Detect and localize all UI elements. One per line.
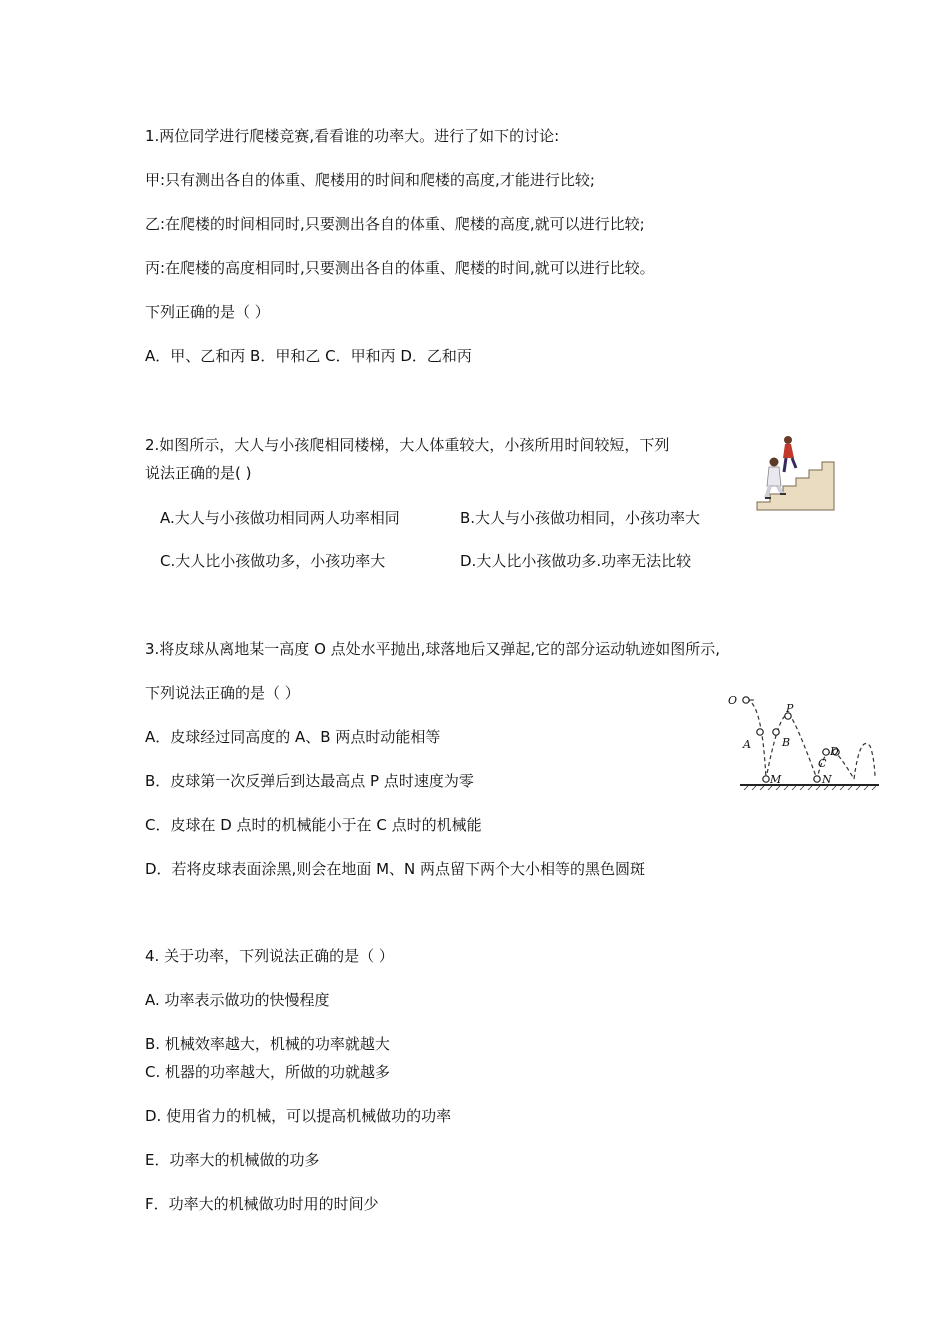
q1-ask: 下列正确的是（ ）	[145, 303, 270, 321]
q4-option-a: A. 功率表示做功的快慢程度	[145, 991, 330, 1009]
q2-stem-line2: 说法正确的是( )	[145, 464, 252, 482]
q3-option-b: B．皮球第一次反弹后到达最高点 P 点时速度为零	[145, 772, 474, 790]
q4-option-f: F．功率大的机械做功时用的时间少	[145, 1195, 379, 1213]
label-c: C	[818, 757, 827, 770]
q1-stem: 1.两位同学进行爬楼竞赛,看看谁的功率大。进行了如下的讨论:	[145, 127, 560, 145]
q1-statement-jia: 甲:只有测出各自的体重、爬楼用的时间和爬楼的高度,才能进行比较;	[145, 171, 595, 189]
label-m: M	[770, 773, 782, 786]
stairs-climbing-illustration	[752, 432, 836, 512]
label-b: B	[782, 736, 791, 749]
q1-statement-bing: 丙:在爬楼的高度相同时,只要测出各自的体重、爬楼的时间,就可以进行比较。	[145, 259, 655, 277]
q2-option-a: A.大人与小孩做功相同两人功率相同	[160, 509, 400, 527]
label-p: P	[786, 702, 794, 715]
q2-option-c: C.大人比小孩做功多，小孩功率大	[160, 552, 386, 570]
q3-option-d: D．若将皮球表面涂黑,则会在地面 M、N 两点留下两个大小相等的黑色圆斑	[145, 860, 646, 878]
q4-option-d: D. 使用省力的机械，可以提高机械做功的功率	[145, 1107, 452, 1125]
q4-option-e: E．功率大的机械做的功多	[145, 1151, 320, 1169]
q2-option-d: D.大人比小孩做功多.功率无法比较	[460, 552, 692, 570]
q4-option-c: C. 机器的功率越大，所做的功就越多	[145, 1063, 391, 1081]
q4-option-b: B. 机械效率越大，机械的功率就越大	[145, 1035, 390, 1053]
q1-statement-yi: 乙:在爬楼的时间相同时,只要测出各自的体重、爬楼的高度,就可以进行比较;	[145, 215, 645, 233]
ball-trajectory-figure	[722, 686, 882, 792]
q3-option-c: C．皮球在 D 点时的机械能小于在 C 点时的机械能	[145, 816, 482, 834]
q2-stem-line1: 2.如图所示，大人与小孩爬相同楼梯，大人体重较大，小孩所用时间较短，下列	[145, 436, 670, 454]
q2-option-b: B.大人与小孩做功相同，小孩功率大	[460, 509, 701, 527]
label-o: O	[728, 694, 738, 707]
label-n: N	[822, 773, 832, 786]
q3-stem-line1: 3.将皮球从离地某一高度 O 点处水平抛出,球落地后又弹起,它的部分运动轨迹如图所示,	[145, 640, 720, 658]
q3-stem-line2: 下列说法正确的是（ ）	[145, 684, 300, 702]
q4-stem: 4. 关于功率，下列说法正确的是（ ）	[145, 947, 394, 965]
ball-trajectory-diagram	[722, 686, 882, 792]
label-a: A	[743, 738, 751, 751]
label-d: D	[830, 745, 839, 758]
q1-options: A．甲、乙和丙 B．甲和乙 C．甲和丙 D．乙和丙	[145, 347, 472, 365]
q3-option-a: A．皮球经过同高度的 A、B 两点时动能相等	[145, 728, 441, 746]
stairs-climbing-figure	[752, 432, 836, 512]
